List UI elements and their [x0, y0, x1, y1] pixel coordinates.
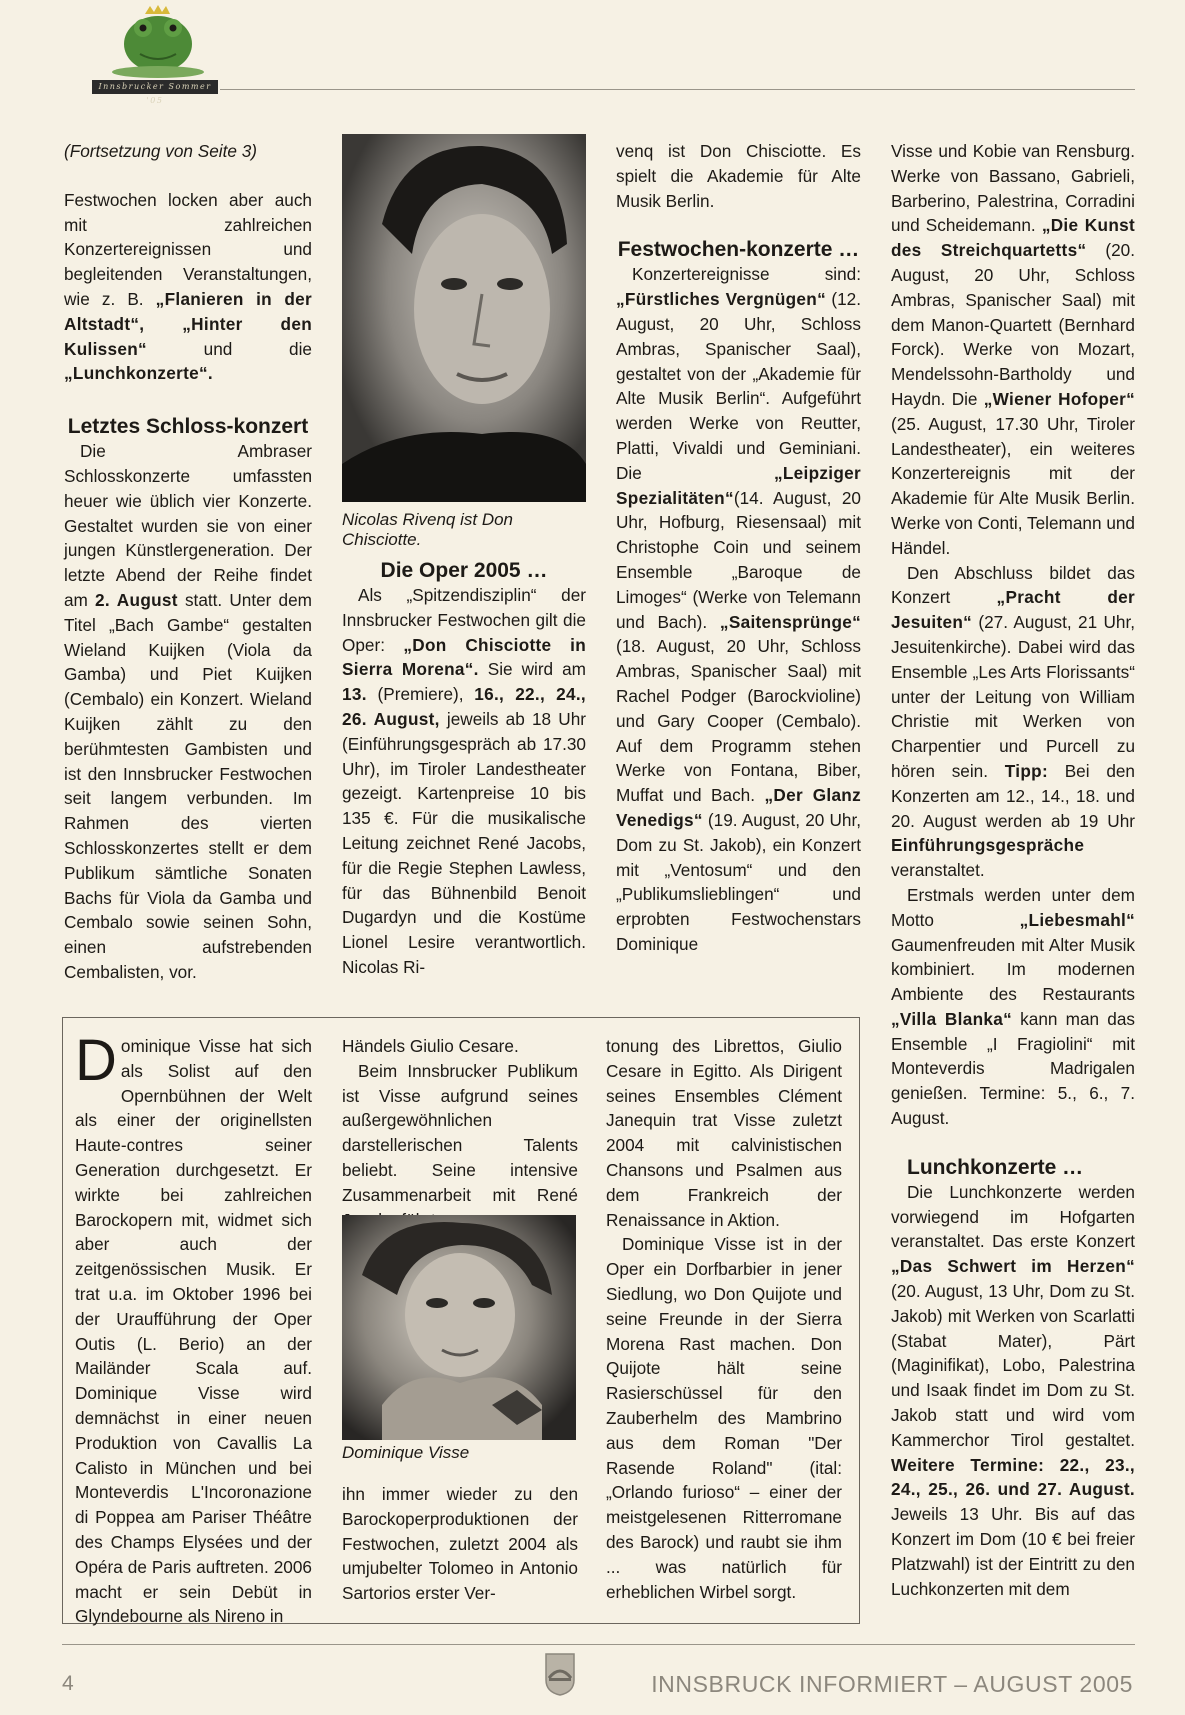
heading-lunchkonzerte: Lunchkonzerte … — [907, 1155, 1084, 1179]
column-3 — [616, 139, 861, 957]
visse-bio-paragraph: Dominique Visse hat sich als Solist auf den Opernbühnen der Welt als einer der originellsten Haute-contres seiner Generation durchgesetzt. Er wirkte bei zahlreichen Barockopern mit, widmet sich aber auch der zeitgenössischen Musik. Er trat u.a. im Oktober 1996 bei der Uraufführung der Oper Outis (L. Berio) an der Mailänder Scala auf. Dominique Visse wird demnächst in einer neuen Produktion von Cavallis La Calisto in München und bei Monteverdis L'Incoronazione di Poppea am Pariser Théâtre des Champs Elysées und der Opéra de Paris auftreten. 2006 macht er sein Debüt in Glyndebourne als Nireno in — [75, 1028, 312, 1627]
continuation-note: (Fortsetzung von Seite 3) — [64, 141, 257, 161]
publication-title: INNSBRUCK INFORMIERT – AUGUST 2005 — [651, 1671, 1133, 1697]
barockoper-paragraph: ihn immer wieder zu den Barockoperproduktionen der Festwochen, zuletzt 2004 als umjubelter Tolomeo in Antonio Sartorios erster Ver- — [342, 1484, 578, 1604]
page-number: 4 — [62, 1672, 75, 1695]
caption-visse: Dominique Visse — [342, 1443, 470, 1462]
box-column-3 — [606, 1034, 842, 1604]
festwochenkonzerte-paragraph: Konzertereignisse sind: „Fürstliches Vergnügen“ (12. August, 20 Uhr, Schloss Ambras, Spanischer Saal), gestaltet von der „Akademie für Alte Musik Berlin“. Aufgeführt werden Werke von Reutter, Platti, Vivaldi und Geminiani. Die „Leipziger Spezialitäten“(14. August, 20 Uhr, Hofburg, Riesensaal) mit Christophe Coin und seinem Ensemble „Baroque de Limoges“ (Werke von Telemann und Bach). „Saitensprünge“ (18. August, 20 Uhr, Schloss Ambras, Spanischer Saal) mit Rachel Podger (Barockvioline) und Gary Cooper (Cembalo). Auf dem Programm stehen Werke von Fontana, Biber, Muffat und Bach. „Der Glanz Venedigs“ (19. August, 20 Uhr, Dom zu St. Jakob), ein Konzert mit „Ventosum“ und den „Publikumslieblingen“ und erprobten Festwochenstars Dominique — [616, 264, 862, 954]
photo-dominique-visse — [342, 1215, 576, 1440]
heading-oper-2005: Die Oper 2005 … — [380, 559, 548, 582]
city-crest — [544, 1652, 576, 1696]
column-1 — [64, 139, 312, 985]
box-column-1 — [75, 1028, 312, 1629]
photo-nicolas-rivenq — [342, 134, 586, 502]
column-2 — [342, 558, 586, 980]
rivenq-paragraph: venq ist Don Chisciotte. Es spielt die Akademie für Alte Musik Berlin. — [616, 141, 861, 211]
bridge-crest-icon — [544, 1652, 576, 1696]
abschluss-paragraph: Den Abschluss bildet das Konzert „Pracht der Jesuiten“ (27. August, 21 Uhr, Jesuitenkirche). Dabei wird das Ensemble „Les Arts Florissants“ unter der Leitung von William Christie mit Werken von Charpentier und Purcell zu hören sein. Tipp: Bei den Konzerten am 12., 14., 18. und 20. August werden ab 19 Uhr Einführungsgespräche veranstaltet. — [891, 562, 1135, 881]
portrait-icon — [342, 134, 586, 502]
intro-paragraph: Festwochen locken aber auch mit zahlreichen Konzertereignissen und begleitenden Veranstaltungen, wie z. B. „Flanieren in der Altstadt“, „Hinter den Kulissen“ und die „Lunchkonzerte“. — [64, 189, 312, 384]
schlosskonzert-paragraph: Die Ambraser Schlosskonzerte umfassten heuer wie üblich vier Konzerte. Gestaltet wurden sie von einer jungen Künstlergeneration. Der letzte Abend der Reihe findet am 2. August statt. Unter dem Titel „Bach Gambe“ gestalten Wieland Kuijken (Viola da Gamba) und Piet Kuijken (Cembalo) ein Konzert. Wieland Kuijken zählt zu den berühmtesten Gambisten und ist den Innsbrucker Festwochen seit langem verbunden. Im Rahmen des vierten Schlosskonzertes stellt er dem Publikum sämtliche Sonaten Bachs für Viola da Gamba und Cembalo sowie seinen Sohn, einen aufstrebenden Cembalisten, vor. — [64, 441, 312, 982]
frog-king-logo — [88, 4, 223, 105]
header-rule — [220, 89, 1135, 90]
footer-rule — [62, 1644, 1135, 1645]
oper-paragraph: Als „Spitzendisziplin“ der Innsbrucker Festwochen gilt die Oper: „Don Chisciotte in Sierra Morena“. Sie wird am 13. (Premiere), 16., 22., 24., 26. August, jeweils ab 18 Uhr (Einführungsgespräch ab 17.30 Uhr), im Tiroler Landestheater gezeigt. Kartenpreise 10 bis 135 €. Für die musikalische Leitung zeichnet René Jacobs, für die Regie Stephen Lawless, für das Bühnenbild Benoit Dugardyn und die Kostüme Lionel Lesire verantwortlich. Nicolas Ri- — [342, 585, 586, 977]
logo-banner: Innsbrucker Sommer '05 — [92, 80, 218, 94]
dropcap-letter: D — [75, 1028, 117, 1093]
box-column-2-bottom — [342, 1482, 578, 1606]
box-column-2-top — [342, 1034, 578, 1232]
column-4 — [891, 139, 1135, 1601]
giulio-cesare-line: Händels Giulio Cesare. — [342, 1036, 519, 1056]
heading-schlosskonzert: Letztes Schloss-konzert — [67, 415, 309, 439]
visse-rensburg-paragraph: Visse und Kobie van Rensburg. Werke von Bassano, Gabrieli, Barberino, Palestrina, Corradini und Scheidemann. „Die Kunst des Streichquartetts“ (20. August, 20 Uhr, Schloss Ambras, Spanischer Saal) mit dem Manon-Quartett (Bernhard Forck). Werke von Mozart, Mendelssohn-Bartholdy und Haydn. Die „Wiener Hofoper“ (25. August, 17.30 Uhr, Tiroler Landestheater), ein weiteres Konzertereignis mit der Akademie für Alte Musik Berlin. Werke von Conti, Telemann und Händel. — [891, 141, 1135, 558]
caption-rivenq: Nicolas Rivenq ist Don Chisciotte. — [342, 510, 514, 549]
heading-festwochenkonzerte: Festwochen-konzerte … — [617, 238, 860, 262]
dorfbarbier-paragraph: Dominique Visse ist in der Oper ein Dorfbarbier in jener Siedlung, wo Don Quijote und seine Freunde in der Sierra Morena Rast machen. Don Quijote hält seine Rasierschüssel für den Zauberhelm des Mambrino aus dem Roman "Der Rasende Roland" (ital: „Orlando furioso“ – einer der meistgelesenen Ritterromane des Barock) und raubt sie ihm ... was natürlich für erheblichen Wirbel sorgt. — [606, 1234, 842, 1602]
portrait-icon — [342, 1215, 576, 1440]
liebesmahl-paragraph: Erstmals werden unter dem Motto „Liebesmahl“ Gaumenfreuden mit Alter Musik kombiniert. Im modernen Ambiente des Restaurants „Villa Blanka“ kann man das Ensemble „I Fragiolini“ mit Monteverdis Madrigalen genießen. Termine: 5., 6., 7. August. — [891, 884, 1135, 1129]
librettos-paragraph: tonung des Librettos, Giulio Cesare in Egitto. Als Dirigent seines Ensembles Clément Janequin trat Visse zuletzt 2004 mit calvinistischen Chansons und Psalmen aus dem Frankreich der Renaissance in Aktion. — [606, 1036, 842, 1230]
visse-publikum-paragraph: Beim Innsbrucker Publikum ist Visse aufgrund seines außergewöhnlichen darstellerischen Talents beliebt. Seine intensive Zusammenarbeit mit René — [342, 1060, 578, 1205]
lunchkonzerte-paragraph: Die Lunchkonzerte werden vorwiegend im Hofgarten veranstaltet. Das erste Konzert „Das Schwert im Herzen“ (20. August, 13 Uhr, Dom zu St. Jakob) mit Werken von Scarlatti (Stabat Mater), Pärt (Maginifikat), Lobo, Palestrina und Isaak findet im Dom zu St. Jakob statt und wird vom Kammerchor Tirol gestaltet. Weitere Termine: 22., 23., 24., 25., 26. und 27. August. Jeweils 13 Uhr. Bis auf das Konzert im Dom (10 € bei freier Platzwahl) ist der Eintritt zu den Luchkonzerten mit dem — [891, 1181, 1135, 1599]
